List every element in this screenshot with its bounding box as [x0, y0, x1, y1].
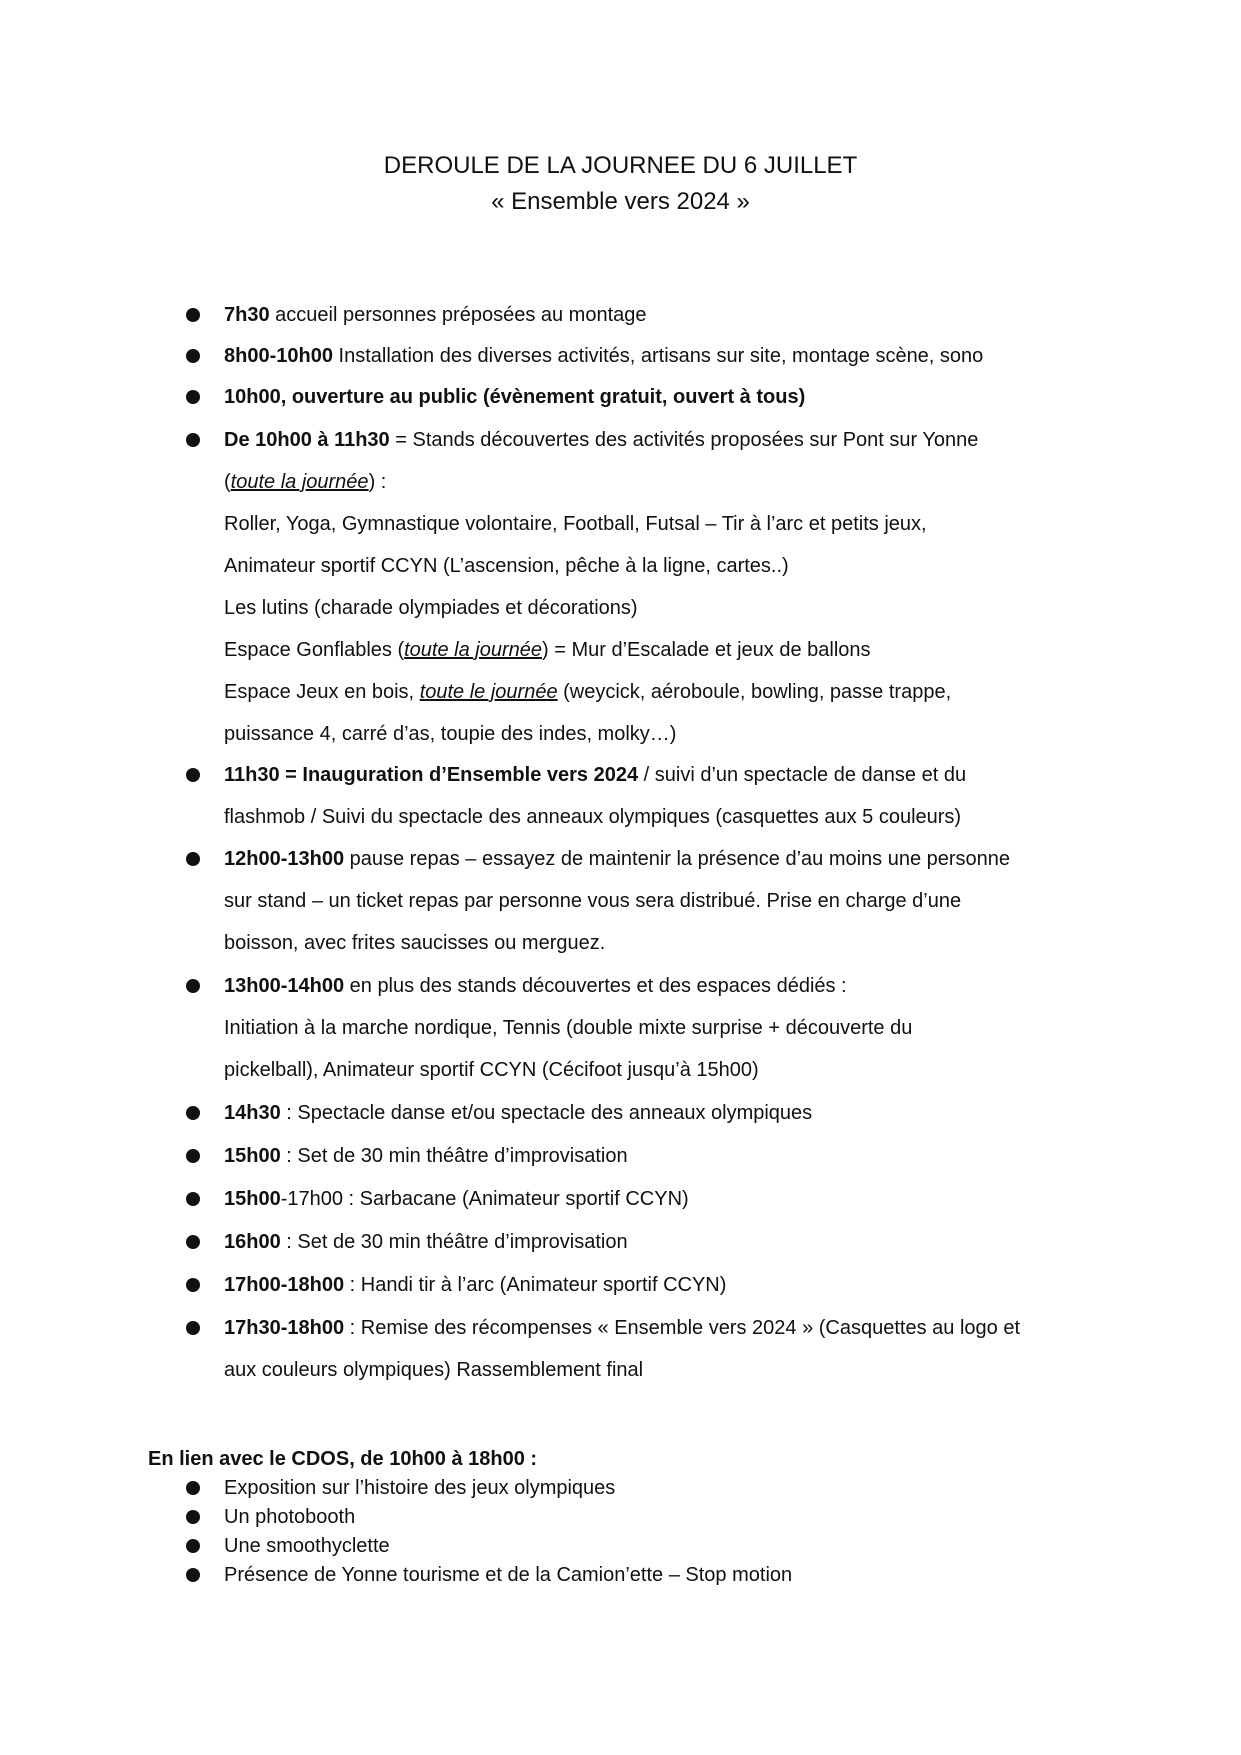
schedule-item-1300 [224, 965, 1104, 1091]
item-text: = Stands découvertes des activités proposées sur Pont sur Yonne [389, 429, 979, 451]
item-time: 17h00-18h00 [224, 1274, 345, 1296]
item-text: en plus des stands découvertes et des espaces dédiés : [344, 975, 847, 997]
item-time: 15h00 [224, 1145, 281, 1167]
item-text: Roller, Yoga, Gymnastique volontaire, Football, Futsal – Tir à l’arc et petits jeux, [224, 513, 927, 535]
schedule-item-0730 [224, 294, 1104, 336]
schedule-item-1500 [224, 1135, 1104, 1177]
document-title: DEROULE DE LA JOURNEE DU 6 JUILLET [383, 152, 858, 179]
schedule-item-1200 [224, 838, 1104, 964]
item-time: 14h30 [224, 1102, 281, 1124]
item-text: ) = Mur d’Escalade et jeux de ballons [542, 639, 871, 661]
item-text: : Handi tir à l’arc (Animateur sportif CCYN) [344, 1274, 727, 1296]
item-text: accueil personnes préposées au montage [269, 304, 647, 326]
schedule-item-1000 [224, 376, 1104, 418]
bullet-icon [186, 390, 200, 404]
bullet-icon [186, 1192, 200, 1206]
bullet-icon [186, 1106, 200, 1120]
bullet-icon [186, 1481, 200, 1495]
item-text: Animateur sportif CCYN (L’ascension, pêche à la ligne, cartes..) [224, 555, 789, 577]
item-text: (weycick, aéroboule, bowling, passe trappe, [557, 681, 952, 703]
item-text: ) : [368, 471, 387, 493]
schedule-item-1730 [224, 1307, 1104, 1391]
bullet-icon [186, 1568, 200, 1582]
item-text: puissance 4, carré d’as, toupie des indes, molky…) [224, 723, 677, 745]
bullet-icon [186, 1510, 200, 1524]
item-time: 7h30 [224, 304, 270, 326]
item-text: flashmob / Suivi du spectacle des anneaux olympiques (casquettes aux 5 couleurs) [224, 806, 962, 828]
bullet-icon [186, 979, 200, 993]
item-underlined: toute la journée [230, 471, 369, 493]
item-text: ( [224, 471, 231, 493]
item-text: : Spectacle danse et/ou spectacle des anneaux olympiques [280, 1102, 813, 1124]
item-text: -17h00 : Sarbacane (Animateur sportif CCYN) [280, 1188, 689, 1210]
item-text: / suivi d’un spectacle de danse et du [638, 764, 967, 786]
cdos-item-smoothyclette: Une smoothyclette [224, 1535, 390, 1557]
item-text: Installation des diverses activités, artisans sur site, montage scène, sono [332, 345, 984, 367]
item-time: 10h00, ouverture au public (évènement gratuit, ouvert à tous) [224, 386, 806, 408]
bullet-icon [186, 433, 200, 447]
bullet-icon [186, 1149, 200, 1163]
cdos-item-photobooth: Un photobooth [224, 1506, 356, 1528]
item-underlined: toute la journée [404, 639, 542, 661]
item-text: pickelball), Animateur sportif CCYN (Cécifoot jusqu’à 15h00) [224, 1059, 759, 1081]
schedule-item-1600 [224, 1221, 1104, 1263]
bullet-icon [186, 1321, 200, 1335]
schedule-item-0800 [224, 335, 1104, 377]
item-time: 15h00 [224, 1188, 281, 1210]
bullet-icon [186, 1235, 200, 1249]
document-subtitle: « Ensemble vers 2024 » [491, 188, 750, 215]
bullet-icon [186, 1278, 200, 1292]
schedule-item-1500-1700 [224, 1178, 1104, 1220]
item-time: 17h30-18h00 [224, 1317, 345, 1339]
item-text: : Remise des récompenses « Ensemble vers 2024 » (Casquettes au logo et [344, 1317, 1020, 1339]
item-text: Initiation à la marche nordique, Tennis (double mixte surprise + découverte du [224, 1017, 913, 1039]
bullet-icon [186, 308, 200, 322]
bullet-icon [186, 349, 200, 363]
item-text: Espace Jeux en bois, [224, 681, 420, 703]
schedule-item-1700 [224, 1264, 1104, 1306]
bullet-icon [186, 1539, 200, 1553]
item-text: pause repas – essayez de maintenir la présence d’au moins une personne [344, 848, 1011, 870]
item-time: 16h00 [224, 1231, 281, 1253]
bullet-icon [186, 768, 200, 782]
item-time: De 10h00 à 11h30 [224, 429, 390, 451]
item-time: 12h00-13h00 [224, 848, 345, 870]
item-text: aux couleurs olympiques) Rassemblement final [224, 1359, 644, 1381]
cdos-item-yonne-tourisme: Présence de Yonne tourisme et de la Camion’ette – Stop motion [224, 1564, 793, 1586]
schedule-item-1430 [224, 1092, 1104, 1134]
item-text: Les lutins (charade olympiades et décorations) [224, 597, 638, 619]
cdos-heading: En lien avec le CDOS, de 10h00 à 18h00 : [148, 1448, 538, 1470]
item-text: Espace Gonflables ( [224, 639, 405, 661]
schedule-item-1000-1130 [224, 419, 1104, 755]
bullet-icon [186, 852, 200, 866]
item-time: 13h00-14h00 [224, 975, 345, 997]
item-underlined: toute le journée [419, 681, 558, 703]
item-text: : Set de 30 min théâtre d’improvisation [280, 1145, 628, 1167]
cdos-item-exposition: Exposition sur l’histoire des jeux olympiques [224, 1477, 616, 1499]
item-text: sur stand – un ticket repas par personne vous sera distribué. Prise en charge d’une [224, 890, 962, 912]
item-text: boisson, avec frites saucisses ou merguez. [224, 932, 606, 954]
item-time: 8h00-10h00 [224, 345, 333, 367]
schedule-item-1130 [224, 754, 1104, 838]
item-text: : Set de 30 min théâtre d’improvisation [280, 1231, 628, 1253]
item-time: 11h30 = Inauguration d’Ensemble vers 2024 [224, 764, 639, 786]
